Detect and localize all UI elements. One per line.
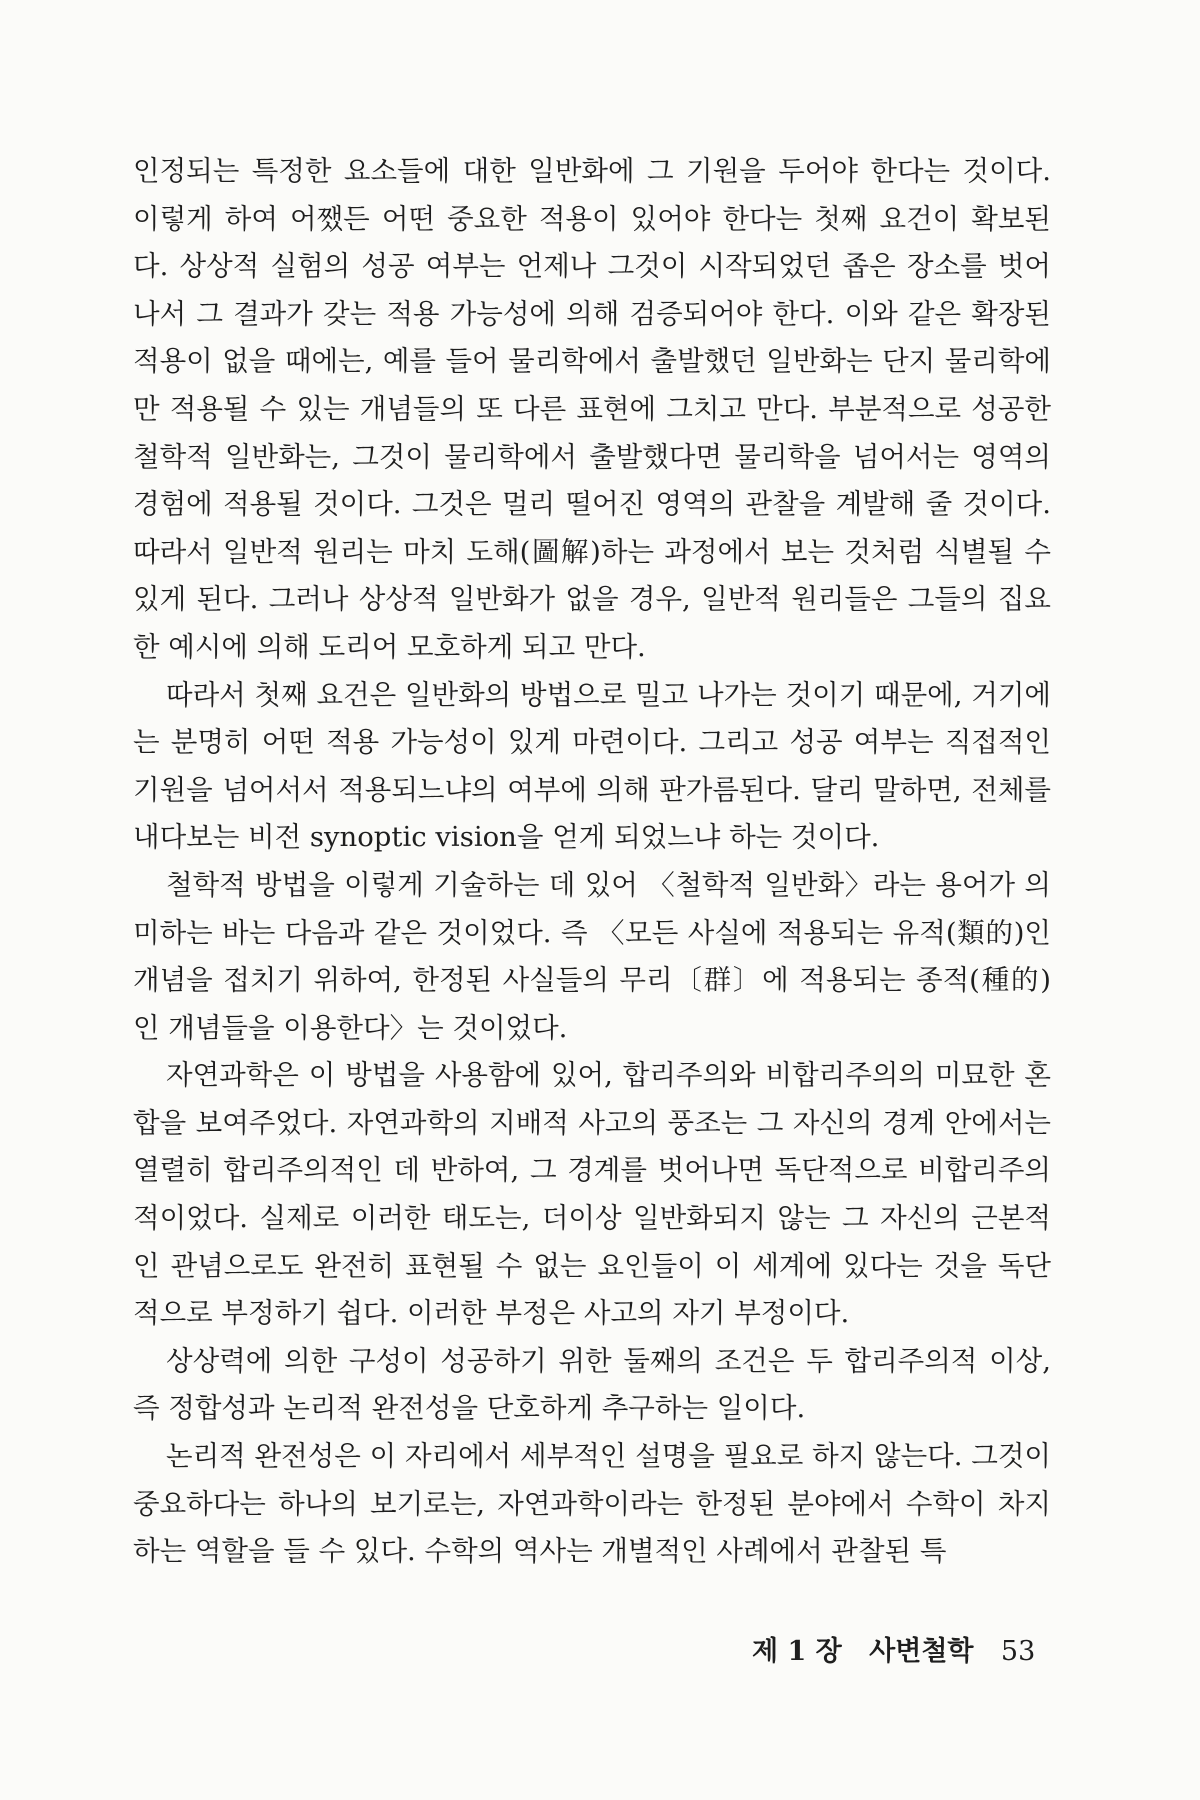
paragraph-6: 논리적 완전성은 이 자리에서 세부적인 설명을 필요로 하지 않는다. 그것이 중요하다는 하나의 보기로는, 자연과학이라는 한정된 분야에서 수학이 차지하는 역할을 들 수 있다. 수학의 역사는 개별적인 사례에서 관찰된 특 <box>133 1440 1051 1568</box>
paragraph-2: 따라서 첫째 요건은 일반화의 방법으로 밀고 나가는 것이기 때문에, 거기에는 분명히 어떤 적용 가능성이 있게 마련이다. 그리고 성공 여부는 직접적인 기원을 넘어서서 적용되느냐의 여부에 의해 판가름된다. 달리 말하면, 전체를 내다보는 비전 synoptic vision을 얻게 되었느냐 하는 것이다. <box>133 678 1051 854</box>
footer-chapter-label: 제 1 장 <box>752 1636 842 1667</box>
paragraph-3: 철학적 방법을 이렇게 기술하는 데 있어 〈철학적 일반화〉라는 용어가 의미하는 바는 다음과 같은 것이었다. 즉 〈모든 사실에 적용되는 유적(類的)인 개념을 접치기 위하여, 한정된 사실들의 무리〔群〕에 적용되는 종적(種的)인 개념들을 이용한다〉는 것이었다. <box>133 868 1051 1044</box>
paragraph-1: 인정되는 특정한 요소들에 대한 일반화에 그 기원을 두어야 한다는 것이다. 이렇게 하여 어쨌든 어떤 중요한 적용이 있어야 한다는 첫째 요건이 확보된다. 상상적 실험의 성공 여부는 언제나 그것이 시작되었던 좁은 장소를 벗어나서 그 결과가 갖는 적용 가능성에 의해 검증되어야 한다. 이와 같은 확장된 적용이 없을 때에는, 예를 들어 물리학에서 출발했던 일반화는 단지 물리학에만 적용될 수 있는 개념들의 또 다른 표현에 그치고 만다. 부분적으로 성공한 철학적 일반화는, 그것이 물리학에서 출발했다면 물리학을 넘어서는 영역의 경험에 적용될 것이다. 그것은 멀리 떨어진 영역의 관찰을 계발해 줄 것이다. 따라서 일반적 원리는 마치 도해(圖解)하는 과정에서 보는 것처럼 식별될 수 있게 된다. 그러나 상상적 일반화가 없을 경우, 일반적 원리들은 그들의 집요한 예시에 의해 도리어 모호하게 되고 만다. <box>133 155 1051 663</box>
body-text <box>133 148 1051 1576</box>
paragraph-4: 자연과학은 이 방법을 사용함에 있어, 합리주의와 비합리주의의 미묘한 혼합을 보여주었다. 자연과학의 지배적 사고의 풍조는 그 자신의 경계 안에서는 열렬히 합리주의적인 데 반하여, 그 경계를 벗어나면 독단적으로 비합리주의적이었다. 실제로 이러한 태도는, 더이상 일반화되지 않는 그 자신의 근본적인 관념으로도 완전히 표현될 수 없는 요인들이 이 세계에 있다는 것을 독단적으로 부정하기 쉽다. 이러한 부정은 사고의 자기 부정이다. <box>133 1059 1051 1330</box>
running-footer <box>752 1632 1036 1672</box>
page-number: 53 <box>1000 1636 1036 1667</box>
paragraph-5: 상상력에 의한 구성이 성공하기 위한 둘째의 조건은 두 합리주의적 이상, 즉 정합성과 논리적 완전성을 단호하게 추구하는 일이다. <box>133 1344 1051 1425</box>
footer-chapter-title: 사변철학 <box>869 1636 974 1667</box>
